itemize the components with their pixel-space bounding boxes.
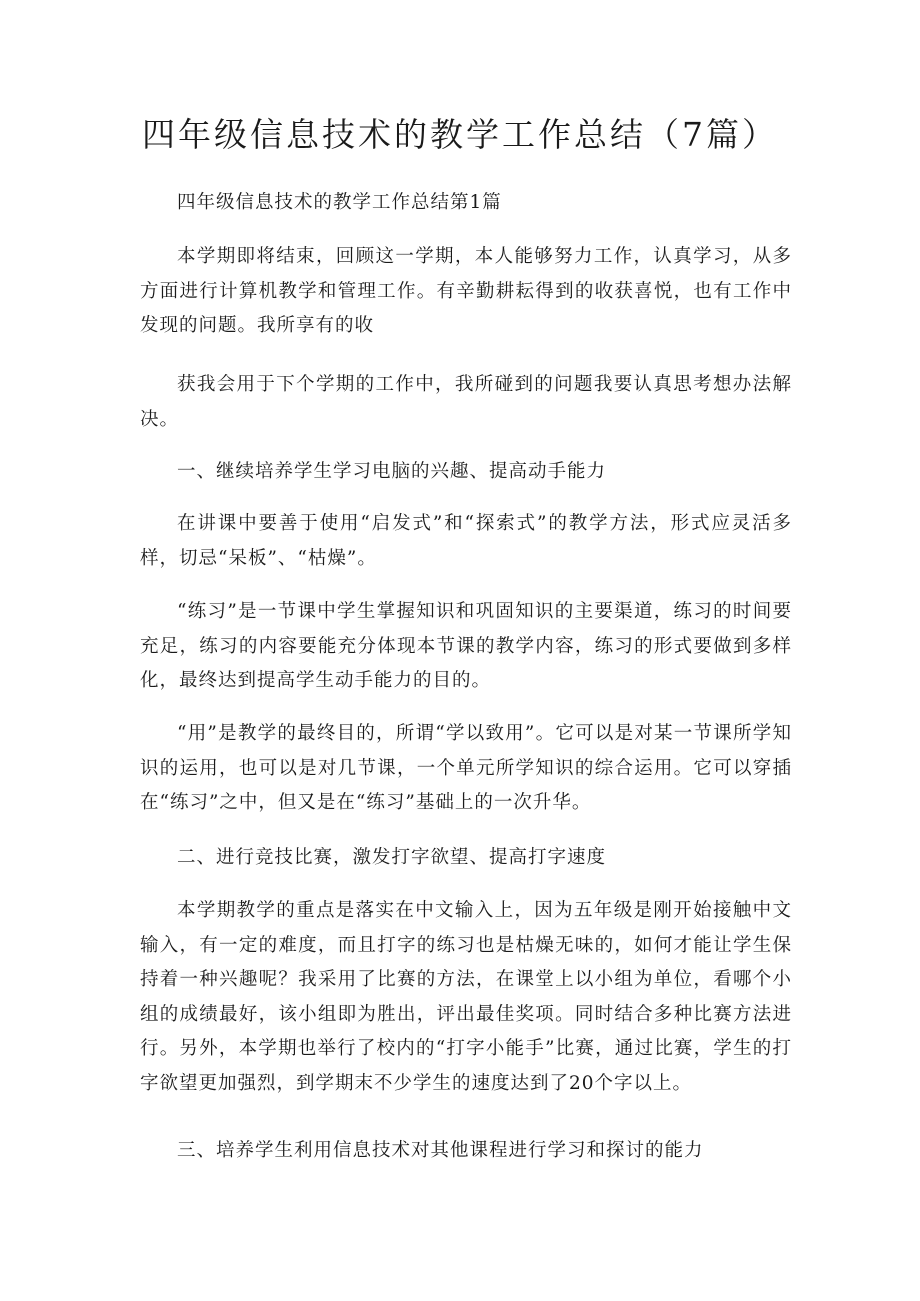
document-title: 四年级信息技术的教学工作总结（7篇） (142, 115, 778, 154)
paragraph-typing-competition: 本学期教学的重点是落实在中文输入上，因为五年级是刚开始接触中文输入，有一定的难度，而且打字的练习也是枯燥无味的，如何才能让学生保持着一种兴趣呢？我采用了比赛的方法，在课堂上以小组为单位，看哪个小组的成绩最好，该小组即为胜出，评出最佳奖项。同时结合多种比赛方法进行。另外，本学期也举行了校内的“打字小能手”比赛，通过比赛，学生的打字欲望更加强烈，到学期末不少学生的速度达到了20个字以上。 (140, 900, 792, 1094)
paragraph-teaching-method: 在讲课中要善于使用“启发式”和“探索式”的教学方法，形式应灵活多样，切忌“呆板”、“枯燥”。 (140, 513, 792, 569)
paragraph-practice: “练习”是一节课中学生掌握知识和巩固知识的主要渠道，练习的时间要充足，练习的内容要能充分体现本节课的教学内容，练习的形式要做到多样化，最终达到提高学生动手能力的目的。 (140, 601, 792, 691)
section-heading-3: 三、培养学生利用信息技术对其他课程进行学习和探讨的能力 (177, 1140, 704, 1161)
paragraph-application: “用”是教学的最终目的，所谓“学以致用”。它可以是对某一节课所学知识的运用，也可以是对几节课，一个单元所学知识的综合运用。它可以穿插在“练习”之中，但又是在“练习”基础上的一次升华。 (140, 723, 792, 813)
paragraph-intro: 本学期即将结束，回顾这一学期，本人能够努力工作，认真学习，从多方面进行计算机教学和管理工作。有辛勤耕耘得到的收获喜悦，也有工作中发现的问题。我所享有的收 (140, 246, 792, 336)
paragraph-intro-continued: 获我会用于下个学期的工作中，我所碰到的问题我要认真思考想办法解决。 (140, 374, 792, 430)
section-subtitle: 四年级信息技术的教学工作总结第1篇 (177, 192, 502, 213)
section-heading-2: 二、进行竞技比赛，激发打字欲望、提高打字速度 (177, 847, 607, 868)
section-heading-1: 一、继续培养学生学习电脑的兴趣、提高动手能力 (177, 461, 607, 482)
